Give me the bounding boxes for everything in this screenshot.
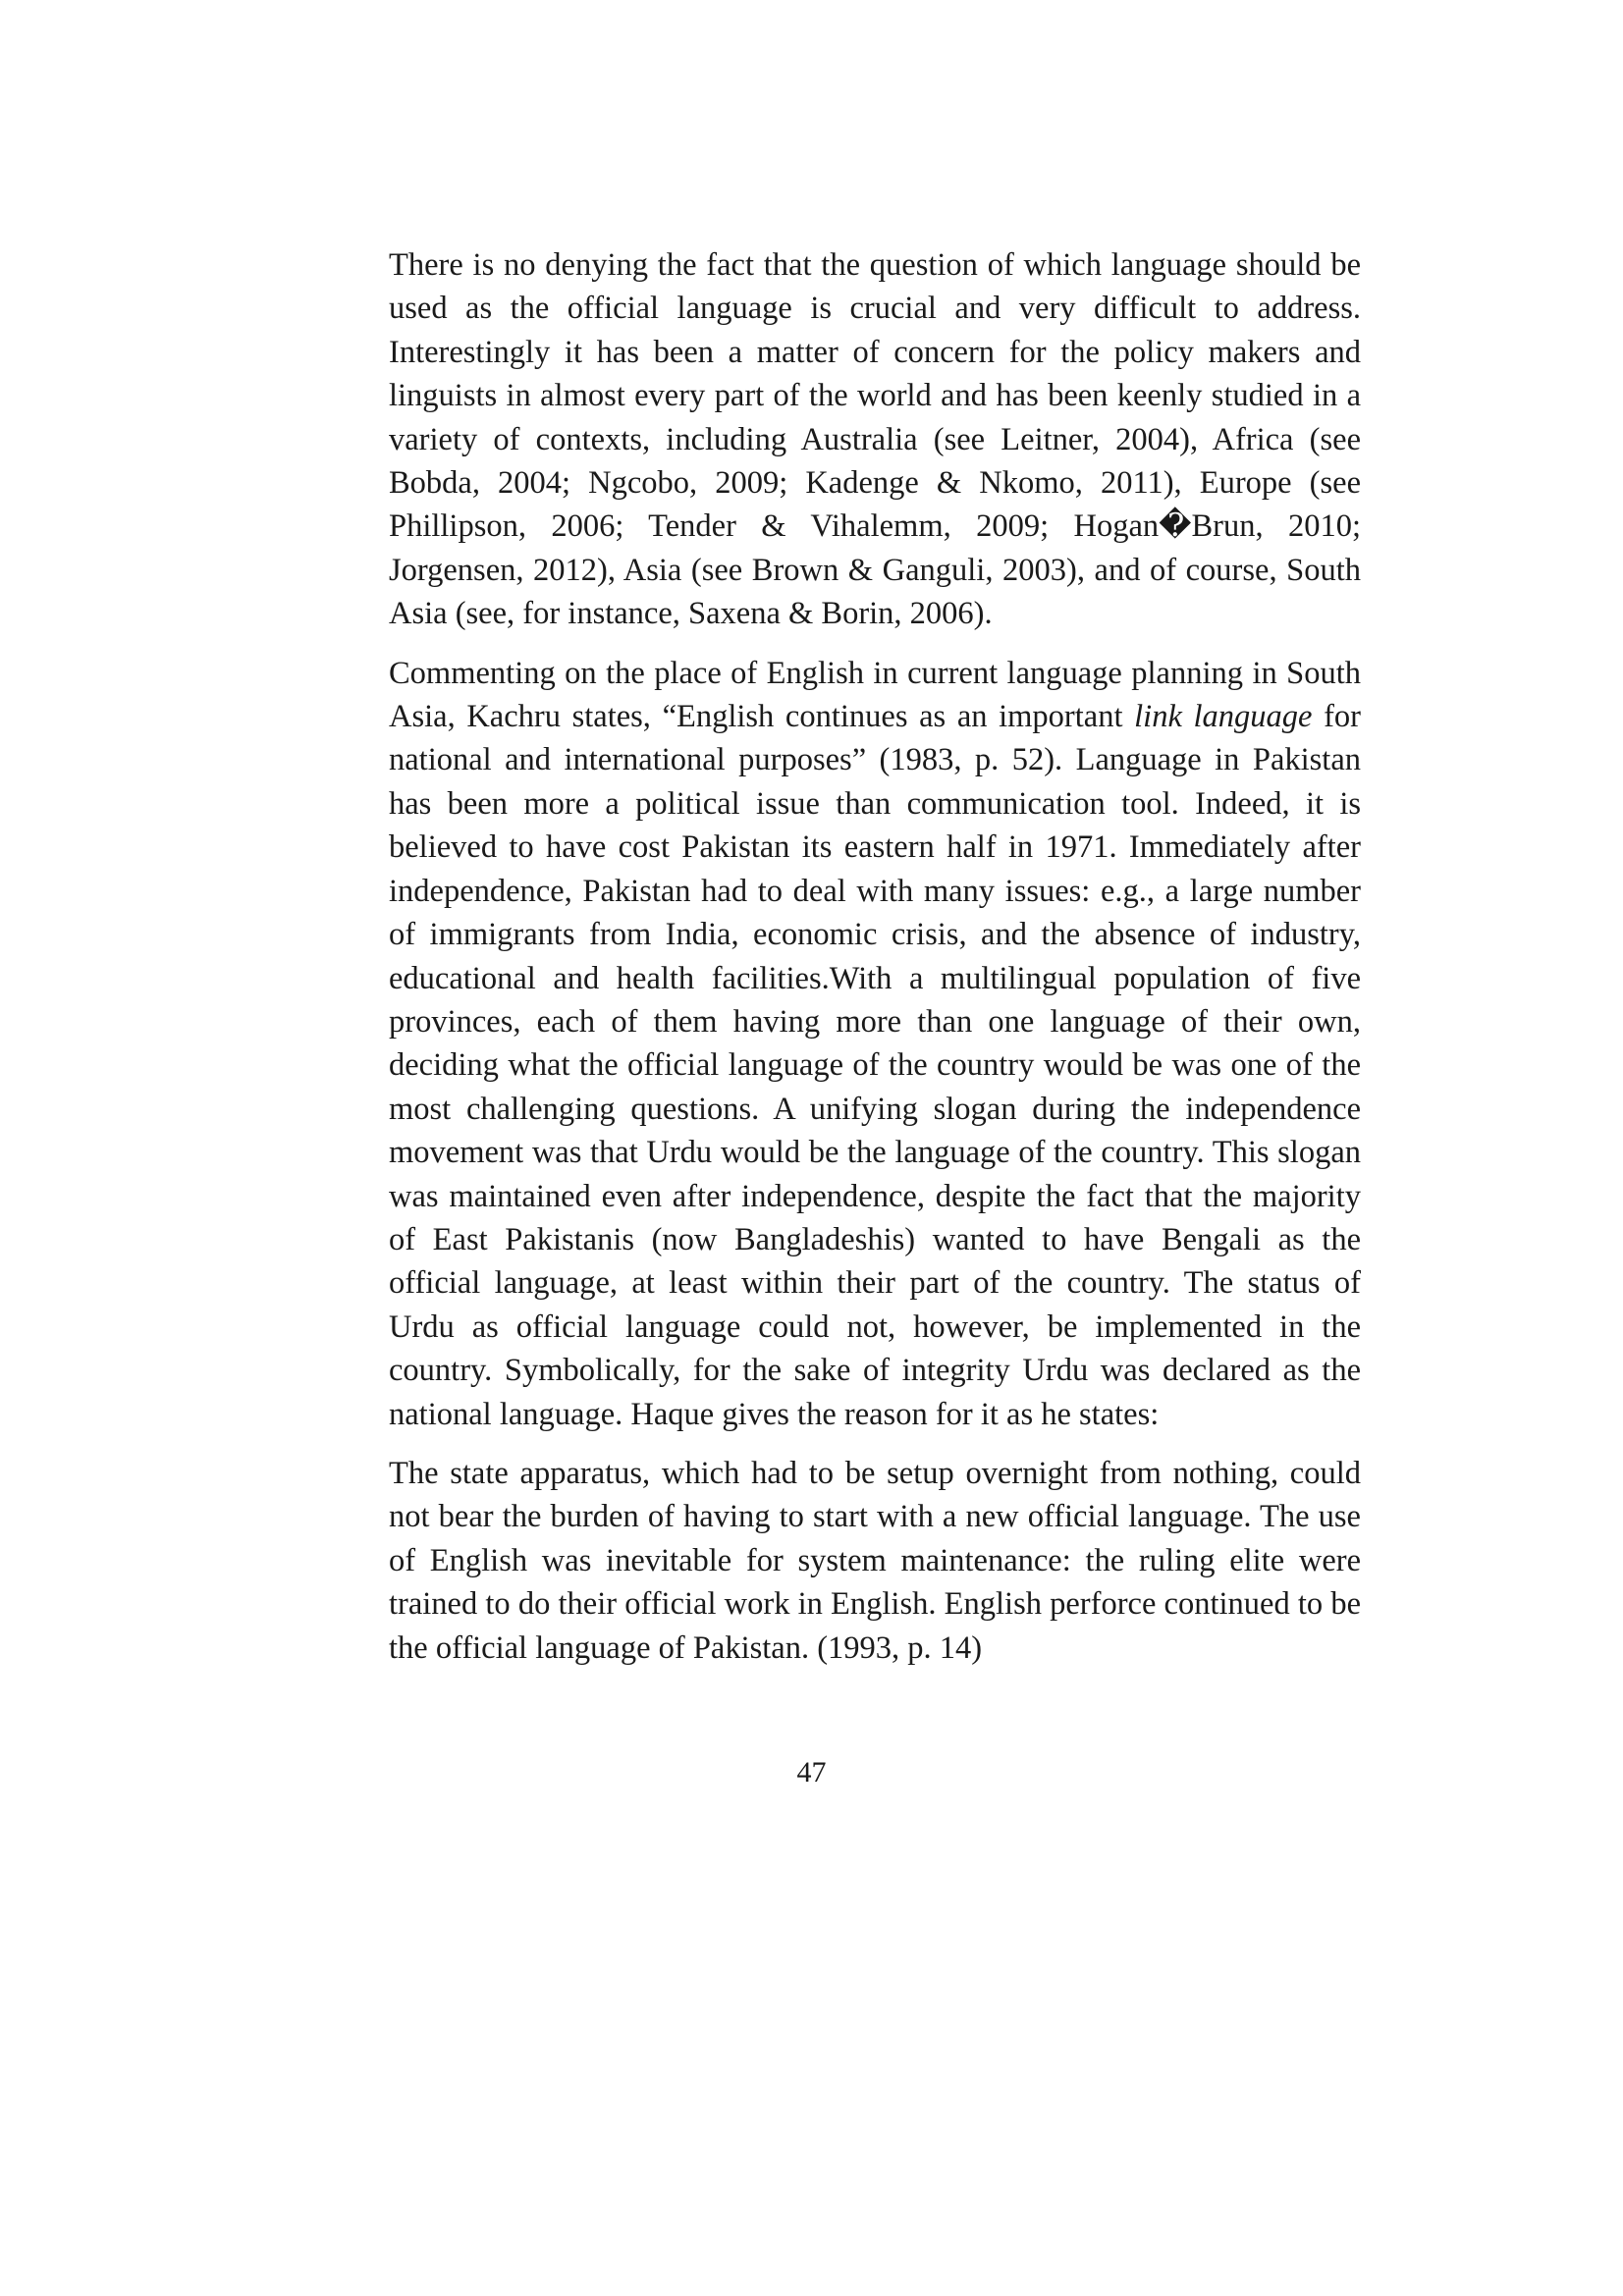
- paragraph-3-text: The state apparatus, which had to be setup overnight from nothing, could not bear the burden of having to start with a new official language. The use of English was inevitable for system maintenance: the ruling elite were trained to do their official work in English. English perforce continued to be the official language of Pakistan. (1993, p. 14): [389, 1455, 1361, 1666]
- paragraph-2-text-start: Commenting on the place of English in current language planning in South Asia, Kachru states, “English continues as an important: [389, 655, 1361, 735]
- paragraph-2-text-end: for national and international purposes” (1983, p. 52). Language in Pakistan has been more a political issue than communication tool. Indeed, it is believed to have cost Pakistan its eastern half in 1971. Immediately after independence, Pakistan had to deal with many issues: e.g., a large number of immigrants from India, economic crisis, and the absence of industry, educational and health facilities.With a multilingual population of five provinces, each of them having more than one language of their own, deciding what the official language of the country would be was one of the most challenging questions. A unifying slogan during the independence movement was that Urdu would be the language of the country. This slogan was maintained even after independence, despite the fact that the majority of East Pakistanis (now Bangladeshis) wanted to have Bengali as the official language, at least within their part of the country. The status of Urdu as official language could not, however, be implemented in the country. Symbolically, for the sake of integrity Urdu was declared as the national language. Haque gives the reason for it as he states:: [389, 699, 1361, 1432]
- page-body: [389, 243, 1361, 1685]
- paragraph-kachru-english: [389, 652, 1361, 1436]
- page-number: 47: [796, 1756, 827, 1789]
- paragraph-haque-quote: [389, 1452, 1361, 1670]
- paragraph-2-emphasis: link language: [1134, 699, 1313, 735]
- paragraph-1-text: There is no denying the fact that the question of which language should be used as the official language is crucial and very difficult to address. Interestingly it has been a matter of concern for the policy makers and linguists in almost every part of the world and has been keenly studied in a variety of contexts, including Australia (see Leitner, 2004), Africa (see Bobda, 2004; Ngcobo, 2009; Kadenge & Nkomo, 2011), Europe (see Phillipson, 2006; Tender & Vihalemm, 2009; Hogan�Brun, 2010; Jorgensen, 2012), Asia (see Brown & Ganguli, 2003), and of course, South Asia (see, for instance, Saxena & Borin, 2006).: [389, 247, 1361, 632]
- paragraph-official-language: [389, 243, 1361, 636]
